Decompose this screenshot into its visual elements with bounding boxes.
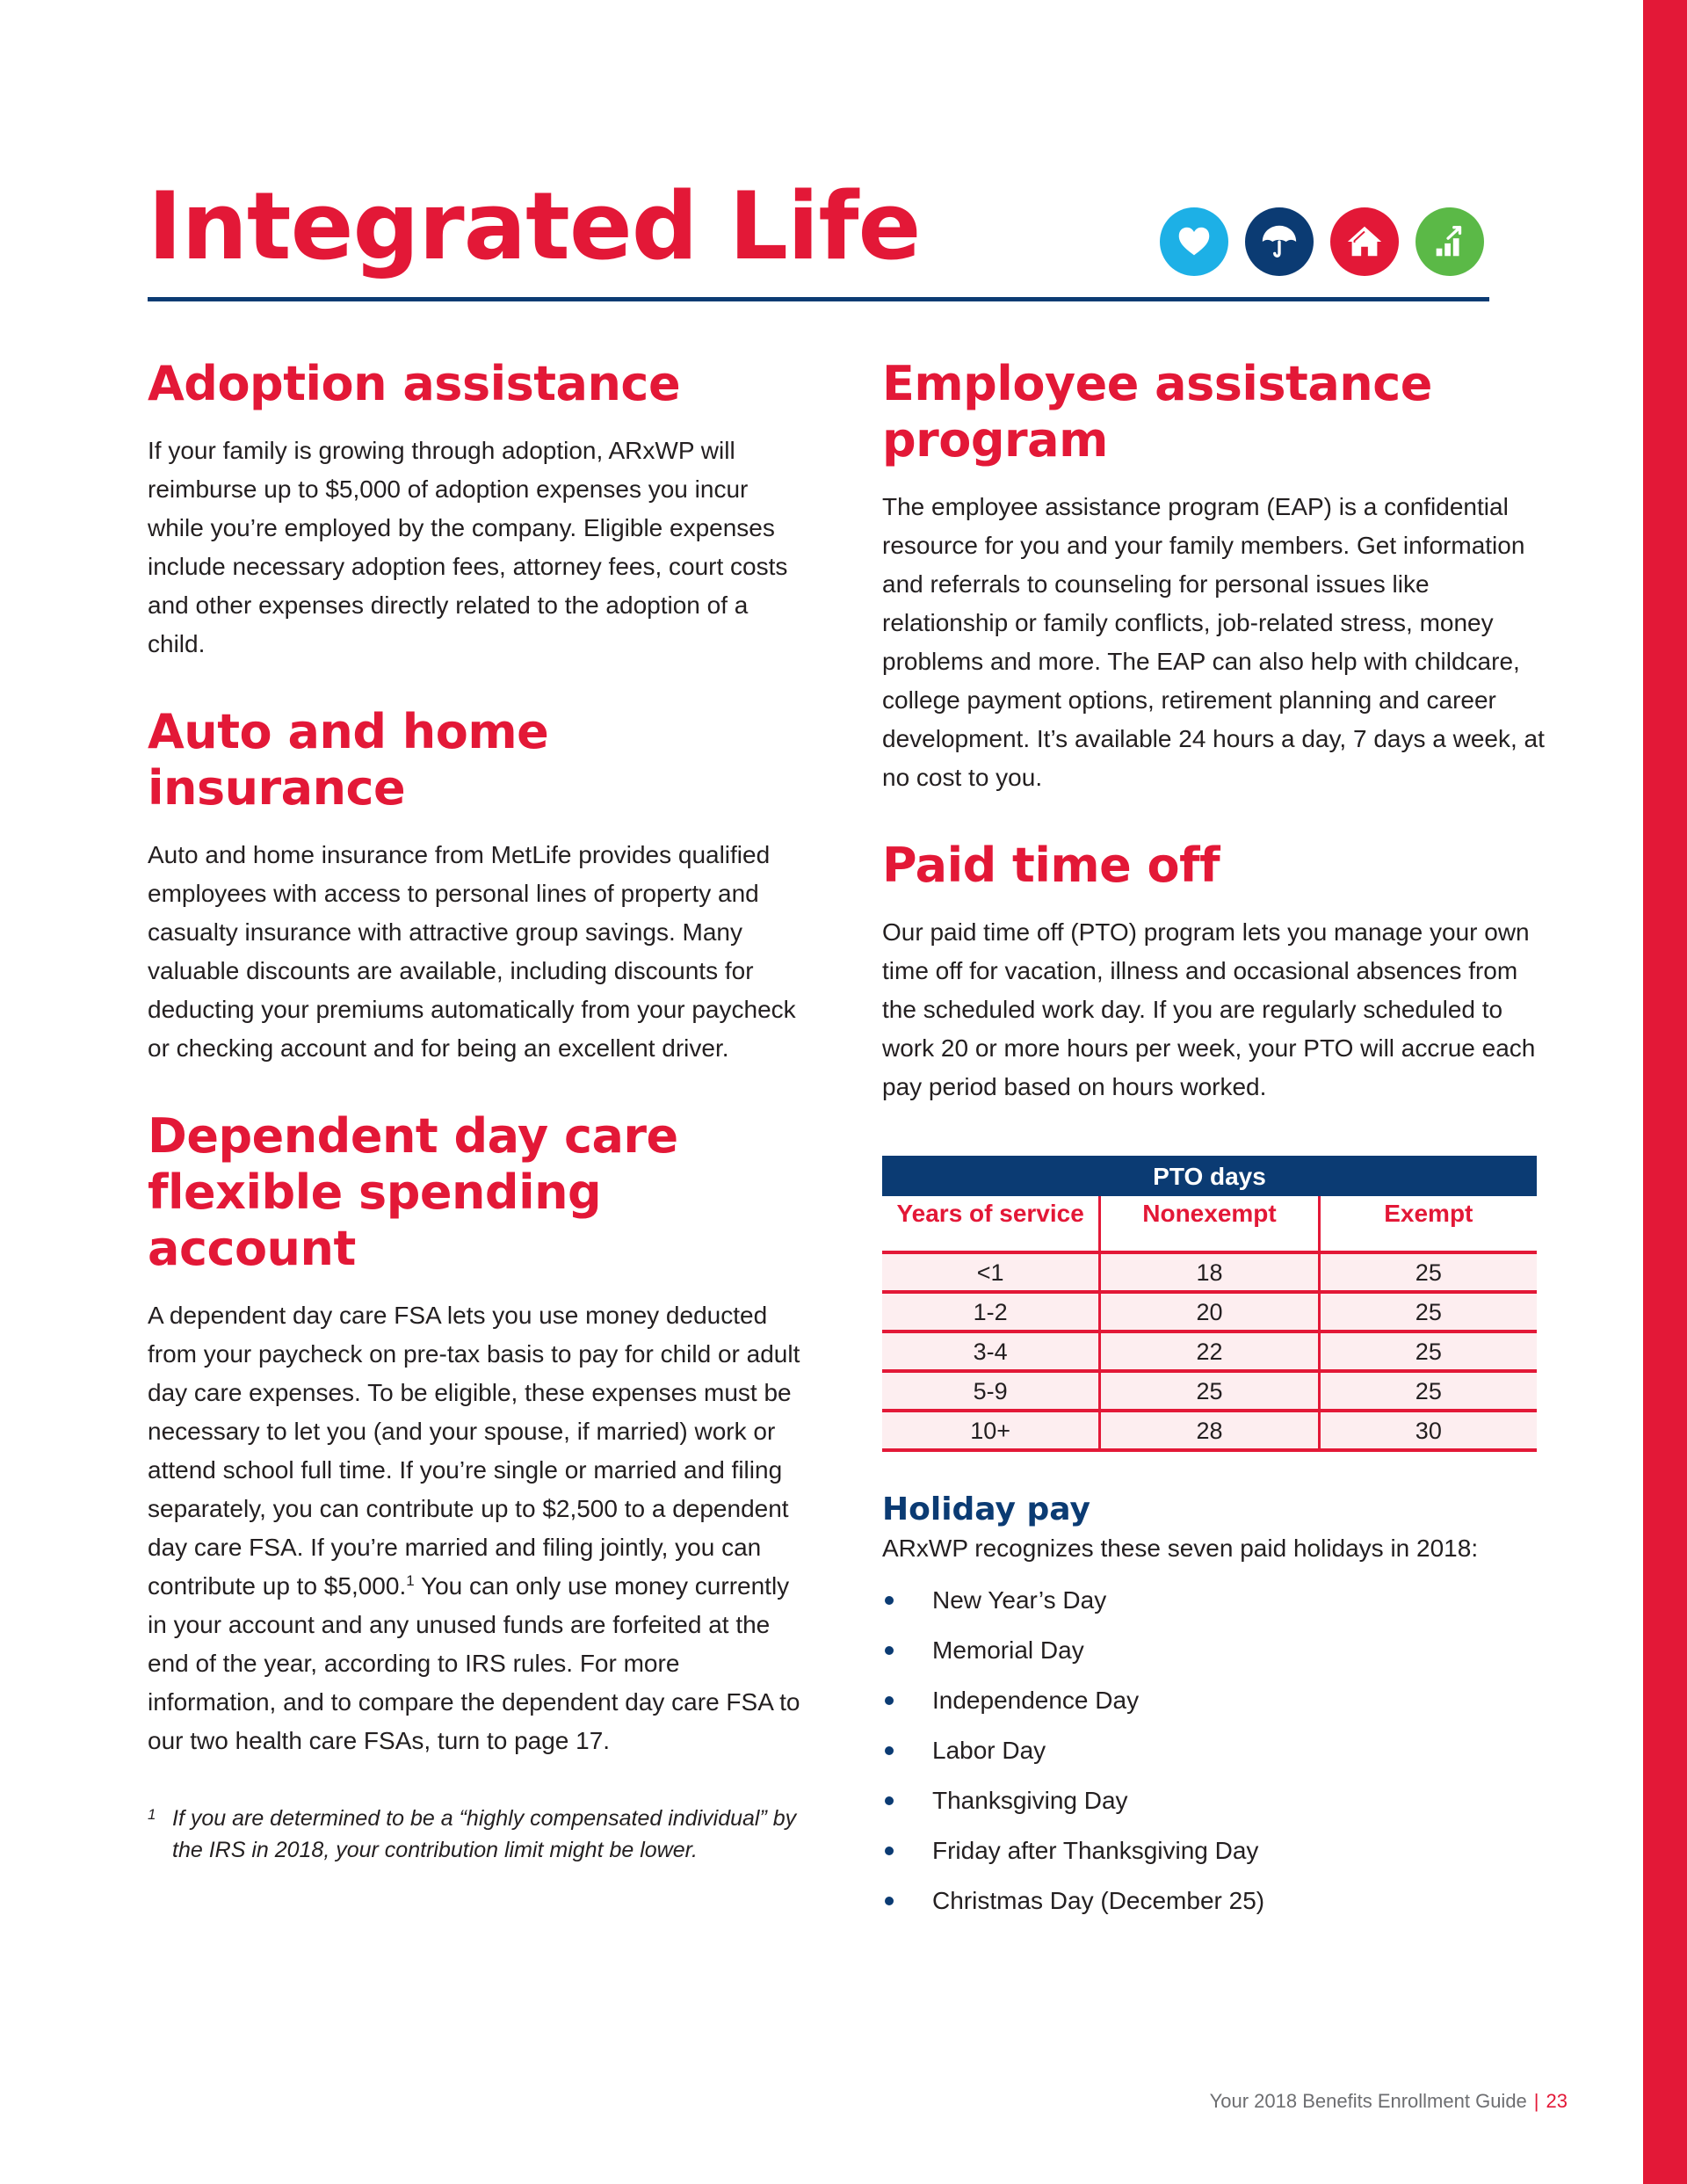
pto-col-nonexempt: Nonexempt <box>1098 1196 1317 1251</box>
table-cell: 25 <box>1318 1373 1537 1409</box>
table-cell: 10+ <box>970 1418 1011 1444</box>
table-cell: 25 <box>1318 1294 1537 1330</box>
dependent-care-heading-line2: flexible spending account <box>148 1165 602 1276</box>
table-cell: 18 <box>1098 1254 1317 1290</box>
category-icons <box>1160 207 1484 276</box>
dependent-care-heading <box>148 1108 807 1277</box>
footer-separator: | <box>1533 2090 1539 2112</box>
right-column <box>882 356 1550 1926</box>
footnote-reference: 1 <box>406 1572 415 1589</box>
table-cell: 30 <box>1318 1412 1537 1448</box>
table-cell: 22 <box>1098 1333 1317 1369</box>
eap-heading-line2: program <box>882 412 1108 468</box>
table-cell: 5-9 <box>973 1378 1008 1404</box>
table-cell: 25 <box>1318 1254 1537 1290</box>
dependent-care-body-part2: You can only use money currently in your account and any unused funds are forfeited at the end of the year, according to IRS rules. For more information, and to compare the dependent day care FSA to our two health care FSAs, turn to page 17. <box>148 1572 800 1754</box>
list-item: Thanksgiving Day <box>882 1775 1550 1825</box>
pto-body: Our paid time off (PTO) program lets you manage your own time off for vacation, illness and occasional absences from the scheduled work day. If you are regularly scheduled to work 20 or more hours per week, your PTO will accrue each pay period based on hours worked. <box>882 918 1536 1100</box>
pto-table <box>882 1156 1537 1452</box>
list-item: Memorial Day <box>882 1625 1550 1675</box>
title-rule <box>148 297 1489 301</box>
left-column <box>148 356 807 1866</box>
table-cell: 25 <box>1098 1373 1317 1409</box>
footnote-mark: 1 <box>148 1806 156 1823</box>
pto-heading: Paid time off <box>882 838 1220 893</box>
list-item: Friday after Thanksgiving Day <box>882 1825 1550 1876</box>
table-cell: 28 <box>1098 1412 1317 1448</box>
list-item: Christmas Day (December 25) <box>882 1876 1550 1926</box>
adoption-body: If your family is growing through adoption, ARxWP will reimburse up to $5,000 of adoption expenses you incur while you’re employed by the company. Eligible expenses include necessary adoption fees, attorney fees, court costs and other expenses directly related to the adoption of a child. <box>148 437 788 657</box>
table-cell: 20 <box>1098 1294 1317 1330</box>
page-title: Integrated Life <box>148 172 921 280</box>
list-item: Labor Day <box>882 1725 1550 1775</box>
table-cell: 3-4 <box>973 1339 1008 1365</box>
list-item: Independence Day <box>882 1675 1550 1725</box>
dependent-care-body <box>148 1296 807 1760</box>
table-cell: 25 <box>1318 1333 1537 1369</box>
heart-icon <box>1160 207 1228 276</box>
holiday-intro: ARxWP recognizes these seven paid holidays in 2018: <box>882 1535 1479 1562</box>
footnote <box>148 1803 807 1866</box>
list-item: New Year’s Day <box>882 1575 1550 1625</box>
table-row <box>882 1254 1537 1294</box>
eap-heading-line1: Employee assistance <box>882 356 1432 411</box>
pto-col-years: Years of service <box>896 1200 1084 1227</box>
page-footer <box>1210 2090 1568 2113</box>
holiday-heading: Holiday pay <box>882 1491 1090 1527</box>
house-icon <box>1330 207 1399 276</box>
table-cell: <1 <box>976 1259 1004 1286</box>
table-row <box>882 1333 1537 1373</box>
eap-body: The employee assistance program (EAP) is a confidential resource for you and your family members. Get information and referrals to counseling for personal issues like relationship or family conflicts, job-related stress, money problems and more. The EAP can also help with childcare, college payment options, retirement planning and career development. It’s available 24 hours a day, 7 days a week, at no cost to you. <box>882 493 1545 791</box>
auto-home-heading: Auto and home insurance <box>148 704 549 816</box>
pto-table-title: PTO days <box>882 1156 1537 1196</box>
table-row <box>882 1294 1537 1333</box>
eap-heading <box>882 356 1550 468</box>
adoption-heading: Adoption assistance <box>148 356 681 411</box>
holiday-list <box>882 1575 1550 1926</box>
pto-col-exempt: Exempt <box>1318 1196 1537 1251</box>
page-number: 23 <box>1546 2090 1568 2112</box>
table-row <box>882 1412 1537 1452</box>
dependent-care-body-part1: A dependent day care FSA lets you use money deducted from your paycheck on pre-tax basis to pay for child or adult day care expenses. To be eligible, these expenses must be necessary to let you (and your spouse, if married) work or attend school full time. If you’re single or married and filing separately, you can contribute up to $2,500 to a dependent day care FSA. If you’re married and filing jointly, you can contribute up to $5,000. <box>148 1302 800 1600</box>
pto-table-header-row <box>882 1196 1537 1254</box>
page-edge-bar <box>1643 0 1687 2184</box>
footnote-text: If you are determined to be a “highly compensated individual” by the IRS in 2018, your contribution limit might be lower. <box>172 1806 797 1862</box>
footer-guide-title: Your 2018 Benefits Enrollment Guide <box>1209 2090 1527 2112</box>
table-row <box>882 1373 1537 1412</box>
growth-chart-icon <box>1415 207 1484 276</box>
table-cell: 1-2 <box>973 1299 1008 1325</box>
dependent-care-heading-line1: Dependent day care <box>148 1108 678 1164</box>
umbrella-icon <box>1245 207 1314 276</box>
auto-home-body: Auto and home insurance from MetLife provides qualified employees with access to personal lines of property and casualty insurance with attractive group savings. Many valuable discounts are available, including discounts for deducting your premiums automatically from your paycheck or checking account and for being an excellent driver. <box>148 841 796 1062</box>
